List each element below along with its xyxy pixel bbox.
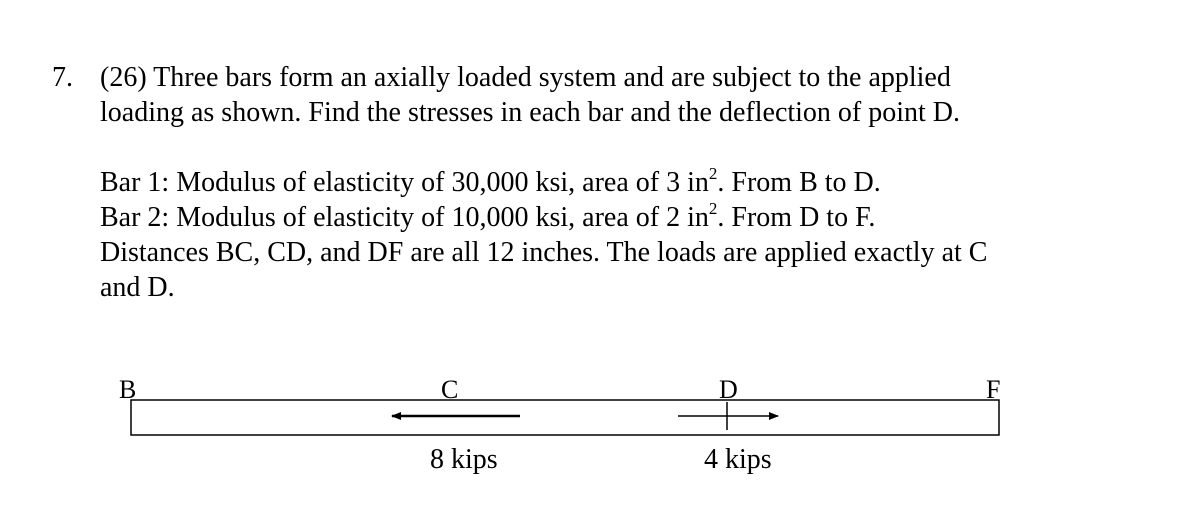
- load-label-c: 8 kips: [430, 444, 498, 475]
- bar-diagram: [0, 360, 1197, 507]
- point-d-label: D: [719, 375, 738, 404]
- point-c-label: C: [441, 375, 459, 404]
- bar1-description: [100, 165, 1140, 200]
- bar2-span: . From D to F.: [717, 202, 876, 233]
- axial-bar: [131, 400, 999, 435]
- point-f-label: F: [986, 375, 1001, 404]
- bar1-exponent: 2: [708, 163, 718, 183]
- load-label-d: 4 kips: [704, 444, 772, 475]
- distances-line-2: and D.: [100, 272, 175, 303]
- distances-line-1: Distances BC, CD, and DF are all 12 inches. The loads are applied exactly at C: [100, 237, 988, 268]
- bar-diagram-graphic: [0, 360, 1197, 507]
- problem-number: 7.: [52, 62, 73, 93]
- point-b-label: B: [119, 375, 137, 404]
- bar1-text: Bar 1: Modulus of elasticity of 30,000 ksi, area of 3 in: [100, 167, 709, 198]
- bar2-description: [100, 200, 1140, 235]
- statement-line-1: (26) Three bars form an axially loaded system and are subject to the applied: [100, 62, 951, 93]
- given-data: [100, 165, 1140, 305]
- bar1-span: . From B to D.: [717, 167, 881, 198]
- problem-statement: [100, 60, 1140, 130]
- bar2-text: Bar 2: Modulus of elasticity of 10,000 ksi, area of 2 in: [100, 202, 709, 233]
- bar2-exponent: 2: [708, 198, 718, 218]
- statement-line-2: loading as shown. Find the stresses in each bar and the deflection of point D.: [100, 97, 961, 128]
